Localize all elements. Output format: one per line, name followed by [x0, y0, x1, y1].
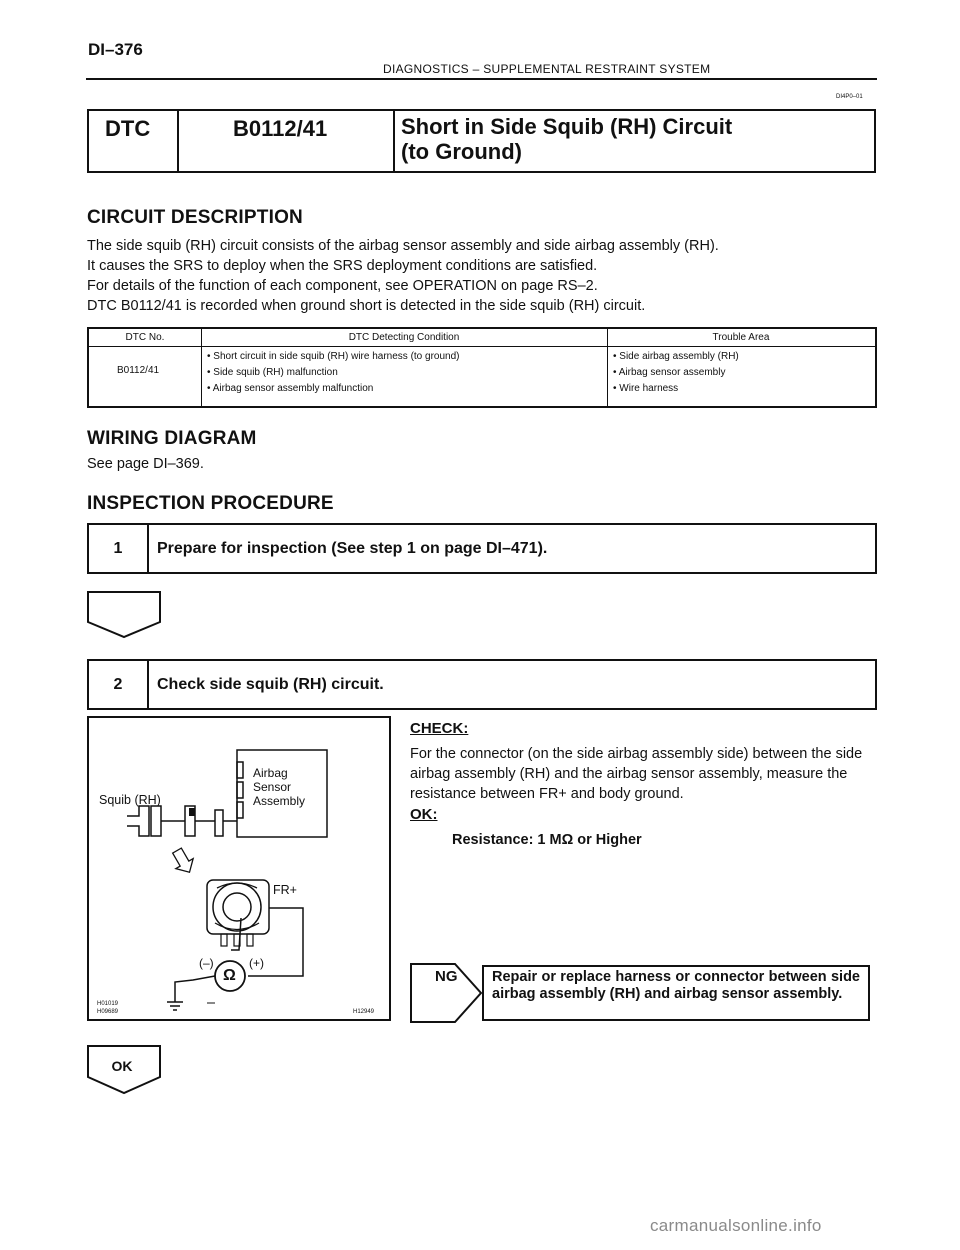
step-2-box: [87, 659, 877, 710]
ng-action-text: Repair or replace harness or connector between side airbag assembly (RH) and airbag sensor assembly.: [482, 965, 870, 1021]
dtc-title-cell: [393, 111, 874, 171]
condition-item: • Airbag sensor assembly malfunction: [207, 383, 374, 394]
sensor-assembly-label: [253, 766, 305, 808]
condition-list: [207, 349, 460, 397]
condition-item: • Short circuit in side squib (RH) wire harness (to ground): [207, 351, 460, 362]
circuit-description-heading: CIRCUIT DESCRIPTION: [87, 207, 303, 228]
circuit-description-line: For details of the function of each component, see OPERATION on page RS–2.: [87, 278, 598, 294]
ok-heading: OK:: [410, 806, 438, 823]
minus-label: (–): [199, 956, 214, 970]
circuit-description-line: DTC B0112/41 is recorded when ground short is detected in the side squib (RH) circuit.: [87, 298, 646, 314]
connector-diagram: [87, 716, 391, 1021]
step-2-text: Check side squib (RH) circuit.: [157, 676, 384, 693]
circuit-description-text: [87, 236, 887, 316]
circuit-description-line: The side squib (RH) circuit consists of the airbag sensor assembly and side airbag assembly (RH).: [87, 238, 719, 254]
trouble-area-item: • Wire harness: [613, 383, 679, 394]
ng-result-box: [409, 962, 875, 1025]
footer-watermark: carmanualsonline.info: [650, 1216, 822, 1235]
dtc-label: DTC: [105, 116, 151, 141]
dtc-code-cell: [177, 111, 395, 171]
ok-specification: Resistance: 1 MΩ or Higher: [452, 832, 642, 848]
circuit-description-line: It causes the SRS to deploy when the SRS deployment conditions are satisfied.: [87, 258, 598, 274]
check-body: For the connector (on the side airbag assembly side) between the side airbag assembly (RH) and the airbag sensor assembly, measure the resistance between FR+ and body ground.: [410, 746, 863, 802]
table-header-dtc-no: DTC No.: [125, 332, 165, 343]
dtc-title-line-2: (to Ground): [401, 139, 522, 164]
condition-item: • Side squib (RH) malfunction: [207, 367, 338, 378]
ohm-icon: Ω: [223, 967, 236, 984]
ok-label: OK: [111, 1058, 133, 1074]
figure-ref: H01019: [97, 1001, 119, 1007]
step-1-number: 1: [89, 525, 149, 572]
ok-result-box: [86, 1044, 162, 1096]
table-header-trouble-area: Trouble Area: [712, 332, 770, 343]
step-1-text: Prepare for inspection (See step 1 on page DI–471).: [157, 540, 548, 557]
figure-ref: H12949: [353, 1009, 375, 1015]
table-header-rule: [89, 329, 875, 347]
page-number: DI–376: [88, 40, 143, 59]
dtc-table: [87, 327, 877, 408]
wiring-diagram-heading: WIRING DIAGRAM: [87, 428, 257, 449]
dtc-title: [401, 114, 732, 164]
plus-label: (+): [249, 956, 264, 970]
trouble-area-item: • Side airbag assembly (RH): [613, 351, 739, 362]
fr-plus-label: FR+: [273, 883, 297, 897]
trouble-area-list: [613, 349, 739, 397]
step-1-box: [87, 523, 877, 574]
table-header-condition: DTC Detecting Condition: [348, 332, 460, 343]
circuit-illustration: [89, 718, 389, 1019]
squib-label: Squib (RH): [99, 793, 161, 807]
inspection-procedure-heading: INSPECTION PROCEDURE: [87, 493, 334, 514]
figure-ref: H09689: [97, 1009, 119, 1015]
wiring-diagram-text: See page DI–369.: [87, 456, 204, 472]
trouble-area-item: • Airbag sensor assembly: [613, 367, 726, 378]
section-header: DIAGNOSTICS – SUPPLEMENTAL RESTRAINT SYSTEM: [383, 62, 711, 76]
table-dtc-no: B0112/41: [117, 365, 160, 376]
document-code: DI4P0–01: [836, 94, 863, 100]
sensor-label-line: Assembly: [253, 794, 306, 808]
flow-arrow-icon: [86, 590, 162, 640]
check-heading: CHECK:: [410, 720, 469, 737]
sensor-label-line: Sensor: [253, 780, 292, 794]
ng-label: NG: [435, 968, 458, 985]
dtc-code: B0112/41: [233, 116, 328, 141]
step-2-number: 2: [89, 661, 149, 708]
dtc-header-box: [87, 109, 876, 173]
sensor-label-line: Airbag: [253, 766, 288, 780]
header-rule: [86, 78, 877, 80]
dtc-title-line-1: Short in Side Squib (RH) Circuit: [401, 114, 733, 139]
dtc-label-cell: [89, 111, 179, 171]
